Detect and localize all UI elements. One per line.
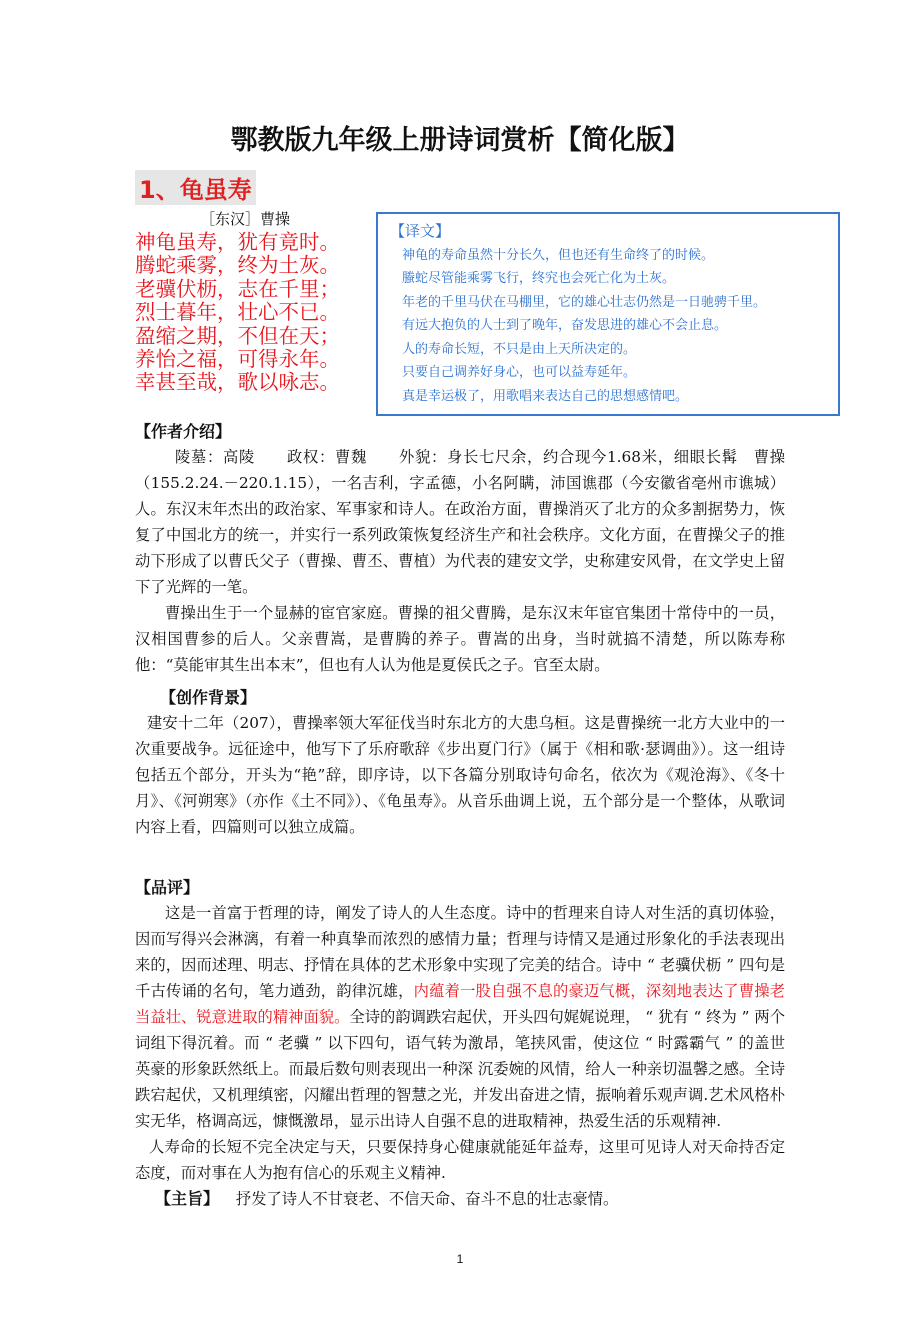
author-intro-paragraph: 陵墓：高陵 政权：曹魏 外貌：身长七尺余，约合现今1.68米，细眼长髯 曹操（155.2.24.－220.1.15），一名吉利，字孟德，小名阿瞒，沛国谯郡（今安徽省亳州市谯城）人。东汉末年杰出的政治家、军事家和诗人。在政治方面，曹操消灭了北方的众多割据势力，恢复了中国北方的统一，并实行一系列政策恢复经济生产和社会秩序。文化方面，在曹操父子的推动下形成了以曹氏父子（曹操、曹丕、曹植）为代表的建安文学，史称建安风骨，在文学史上留下了光辉的一笔。 — [135, 448, 785, 596]
background-heading: 【创作背景】 — [160, 688, 257, 707]
translation-line: 真是幸运极了，用歌唱来表达自己的思想感情吧。 — [402, 388, 689, 404]
translation-heading: 【译文】 — [390, 222, 451, 240]
poem-author: ［东汉］曹操 — [200, 210, 291, 228]
theme-heading: 【主旨】 — [155, 1189, 220, 1208]
poem-body — [135, 231, 340, 395]
poem-line: 盈缩之期，不但在天； — [135, 323, 340, 348]
review-text: 这是一首富于哲理的诗，阐发了诗人的人生态度。诗中的哲理来自诗人对生活的真切体验，因而写得兴会淋漓，有着一种真挚而浓烈的感情力量；哲理与诗情又是通过形象化的手法表现出来的，因而述理、明志、抒情在具体的艺术形象中实现了完美的结合。诗中 “ 老骥伏枥 ” 四句是千古传诵的名句，笔力遒劲，韵律沉雄， — [135, 904, 785, 1000]
poem-line: 腾蛇乘雾，终为土灰。 — [135, 253, 340, 278]
review-paragraph — [135, 900, 785, 1134]
translation-box — [376, 212, 840, 416]
poem-line: 养怡之福，可得永年。 — [135, 347, 340, 372]
page-number: 1 — [456, 1252, 464, 1266]
review-highlight: 内蕴着一股自强不息的豪迈气概，深刻地表达了曹操老当益壮、锐意进取的精神面貌。 — [135, 982, 785, 1026]
review-heading: 【品评】 — [135, 878, 200, 897]
poem-line: 烈士暮年，壮心不已。 — [135, 300, 340, 325]
background-paragraph: 建安十二年（207），曹操率领大军征伐当时东北方的大患乌桓。这是曹操统一北方大业中的一次重要战争。远征途中，他写下了乐府歌辞《步出夏门行》（属于《相和歌·瑟调曲》）。这一组诗包括五个部分，开头为“艳”辞，即序诗，以下各篇分别取诗句命名，依次为《观沧海》、《冬十月》、《河朔寒》（亦作《土不同》）、《龟虽寿》。从音乐曲调上说，五个部分是一个整体，从歌词内容上看，四篇则可以独立成篇。 — [135, 714, 785, 836]
review-paragraph: 人寿命的长短不完全决定与天，只要保持身心健康就能延年益寿，这里可见诗人对天命持否定态度，而对事在人为抱有信心的乐观主义精神. — [135, 1138, 785, 1182]
author-intro-heading: 【作者介绍】 — [135, 422, 232, 441]
translation-line: 有远大抱负的人士到了晚年，奋发思进的雄心不会止息。 — [402, 318, 728, 333]
document-title: 鄂教版九年级上册诗词赏析【简化版】 — [230, 125, 690, 156]
document-body — [135, 420, 785, 1326]
review-text: 全诗的韵调跌宕起伏，开头四句娓娓说理， “ 犹有 “ 终为 ” 两个词组下得沉着。而 “ 老骥 ” 以下四句，语气转为激昂，笔挟风雷，使这位 “ 时露霸气 ” 的盖世英豪的形象跃然纸上。而最后数句则表现出一种深 沉委婉的风情，给人一种亲切温馨之感。全诗跌宕起伏，又机理缜密，闪耀出哲理的智慧之光，并发出奋进之情，振响着乐观声调.艺术风格朴实无华，格调高远，慷慨激昂，显示出诗人自强不息的进取精神，热爱生活的乐观精神. — [135, 1008, 785, 1130]
theme-text: 抒发了诗人不甘衰老、不信天命、奋斗不息的壮志豪情。 — [235, 1190, 619, 1208]
theme-row — [135, 1186, 785, 1212]
translation-line: 只要自己调养好身心，也可以益寿延年。 — [402, 365, 637, 380]
translation-line: 螣蛇尽管能乘雾飞行，终究也会死亡化为土灰。 — [402, 271, 676, 286]
author-intro-paragraph: 曹操出生于一个显赫的宦官家庭。曹操的祖父曹腾，是东汉末年宦官集团十常侍中的一员，汉相国曹参的后人。父亲曹嵩，是曹腾的养子。曹嵩的出身，当时就搞不清楚，所以陈寿称他：“莫能审其生出本末”，但也有人认为他是夏侯氏之子。官至太尉。 — [135, 604, 785, 674]
poem-line: 幸甚至哉，歌以咏志。 — [135, 370, 340, 395]
translation-line: 人的寿命长短，不只是由上天所决定的。 — [402, 341, 637, 357]
translation-line: 神龟的寿命虽然十分长久，但也还有生命终了的时候。 — [402, 247, 715, 263]
section-title: 1、龟虽寿 — [135, 170, 256, 205]
translation-line: 年老的千里马伏在马棚里，它的雄心壮志仍然是一日驰骋千里。 — [402, 294, 767, 310]
poem-line: 老骥伏枥，志在千里； — [135, 276, 340, 301]
poem-line: 神龟虽寿，犹有竟时。 — [135, 230, 340, 254]
